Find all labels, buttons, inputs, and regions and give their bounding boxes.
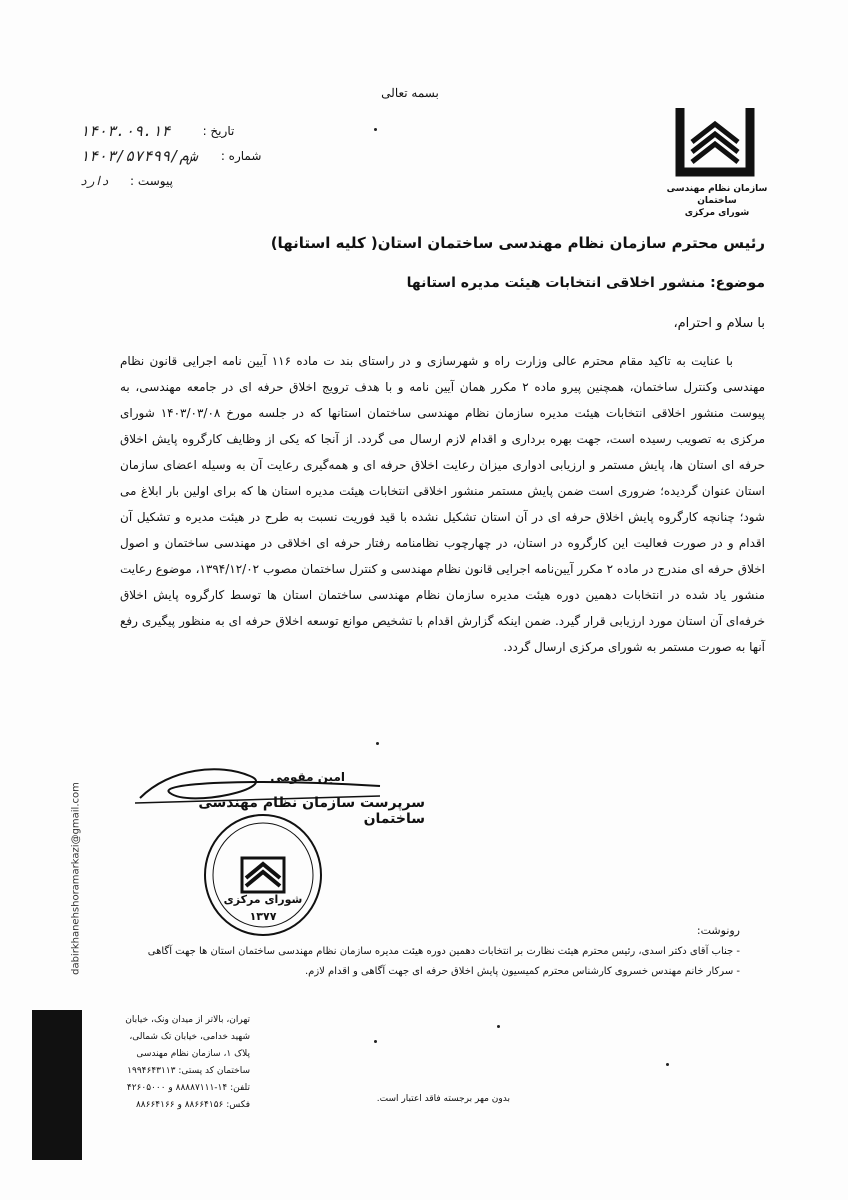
signatory-name: امین مقومی: [270, 770, 345, 784]
date-value: ۱۴۰۳.۰۹.۱۴: [80, 121, 171, 140]
date-label: تاریخ :: [202, 123, 235, 138]
scan-speck: [666, 1063, 669, 1066]
address-line: تلفن: ۱۴-۸۸۸۸۷۱۱۱ و ۴۲۶۰۵۰۰۰: [126, 1083, 250, 1093]
recipient: رئیس محترم سازمان نظام مهندسی ساختمان استان( کلیه استانها): [270, 234, 765, 252]
scan-speck: [376, 742, 379, 745]
number-value: ۱۴۰۳/۵۷۴۹۹/ش‌م: [80, 146, 198, 165]
sidebar-email: [68, 780, 82, 980]
seal-inner-text: شورای مرکزی: [223, 893, 303, 906]
number-row: [80, 143, 270, 168]
footer-address: [90, 1012, 250, 1114]
address-line: شهید خدامی، خیابان تک شمالی،: [129, 1032, 250, 1042]
basmala: بسمه تعالی: [381, 86, 439, 100]
scan-speck: [374, 1040, 377, 1043]
cc-item: - جناب آقای دکتر اسدی، رئیس محترم هیئت نظارت بر انتخابات دهمین دوره هیئت مدیره سازمان نظام مهندسی ساختمان استان ها جهت آگاهی: [147, 946, 740, 957]
attachment-value: دارد: [80, 173, 109, 188]
subject: موضوع: منشور اخلاقی انتخابات هیئت مدیره استانها: [406, 275, 765, 291]
email-text: dabirkhanehshoramarkazi@gmail.com: [70, 782, 82, 975]
organization-name: [662, 183, 772, 219]
letter-body: [120, 348, 765, 660]
address-line: تهران، بالاتر از میدان ونک، خیابان: [125, 1015, 250, 1025]
address-line: پلاک ۱، سازمان نظام مهندسی: [136, 1049, 250, 1059]
seal-year: ۱۳۷۷: [249, 910, 277, 923]
body-paragraph: با عنایت به تاکید مقام محترم عالی وزارت راه و شهرسازی و در راستای بند ت ماده ۱۱۶ آیین نامه اجرایی قانون نظام مهندسی وکنترل ساختمان، همچنین پیرو ماده ۲ مکرر همان آیین نامه و با هدف ترویج اخلاق حرفه ای در جامعه مهندسی، به پیوست منشور اخلاقی انتخابات هیئت مدیره سازمان نظام مهندسی ساختمان استانها که در جلسه مورخ ۱۴۰۳/۰۳/۰۸ شورای مرکزی به تصویب رسیده است، جهت بهره برداری و اقدام لازم ارسال می گردد. از آنجا که یکی از وظایف کارگروه پایش اخلاق حرفه ای استان ها، پایش مستمر و ارزیابی ادواری میزان رعایت اخلاق حرفه ای و همه‌گیری رعایت آن به وسیله اعضای سازمان استان عنوان گردیده؛ ضروری است ضمن پایش مستمر منشور اخلاقی انتخابات هیئت مدیره استان ها که برای اولین بار ابلاغ می شود؛ چنانچه کارگروه پایش اخلاق حرفه ای در آن استان تشکیل نشده با قید فوریت نسبت به طرح در هیئت مدیره و تشکیل آن اقدام و در صورت فعالیت این کارگروه در استان، در چهارچوب نظامنامه رفتار حرفه ای اخلاقی در مهندسی ساختمان و اصول اخلاق حرفه ای مندرج در ماده ۲ مکرر آیین‌نامه اجرایی قانون نظام مهندسی و کنترل ساختمان مصوب ۱۳۹۴/۱۲/۰۲، موضوع رعایت منشور یاد شده در انتخابات دهمین دوره هیئت مدیره سازمان نظام مهندسی ساختمان استان ها توسط کارگروه پایش اخلاق خرفه‌ای آن استان مورد ارزیابی قرار گیرد. ضمن اینکه گزارش اقدام با تشخیص موانع توسعه اخلاق حرفه ای به منظور پیگیری رفع آنها به صورت مستمر به شورای مرکزی ارسال گردد.: [120, 354, 766, 654]
number-label: شماره :: [220, 148, 262, 163]
stamp-note: بدون مهر برجسته فاقد اعتبار است.: [376, 1094, 510, 1104]
scan-speck: [374, 128, 377, 131]
attachment-row: [80, 168, 270, 193]
greeting: با سلام و احترام،: [673, 316, 765, 331]
signatory-title: سرپرست سازمان نظام مهندسی ساختمان: [198, 795, 425, 827]
address-line: ساختمان کد پستی: ۱۹۹۴۶۴۳۱۱۳: [127, 1066, 250, 1076]
attachment-label: پیوست :: [130, 173, 173, 188]
letter-meta: [80, 118, 270, 193]
scan-speck: [497, 1025, 500, 1028]
organization-name-line1: سازمان نظام مهندسی ساختمان: [666, 184, 768, 206]
organization-name-line2: شورای مرکزی: [684, 208, 750, 218]
address-line: فکس: ۸۸۶۶۴۱۵۶ و ۸۸۶۶۴۱۶۶: [135, 1100, 250, 1110]
cc-item: - سرکار خانم مهندس خسروی کارشناس محترم کمیسیون پایش اخلاق حرفه ای جهت آگاهی و اقدام لازم.: [304, 966, 740, 977]
footer-black-bar: [32, 1010, 82, 1160]
cc-title: رونوشت:: [696, 924, 740, 937]
date-row: [80, 118, 270, 143]
